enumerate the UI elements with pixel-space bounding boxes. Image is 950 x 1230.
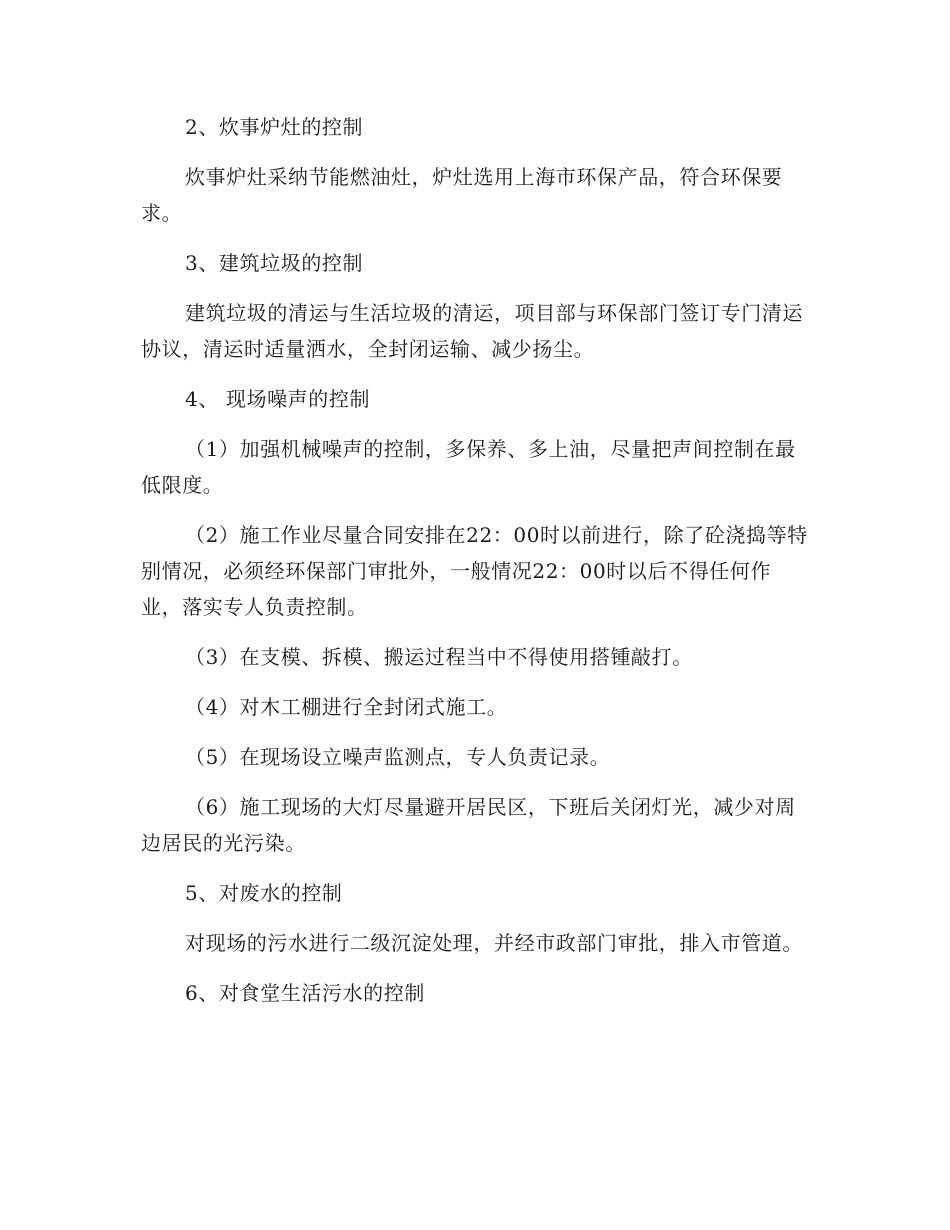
- list-item-noise-5: （5）在现场设立噪声监测点，专人负责记录。: [185, 745, 611, 769]
- list-item-noise-6: （6）施工现场的大灯尽量避开居民区，下班后关闭灯光，减少对周边居民的光污染。: [141, 795, 796, 855]
- section-heading-construction-waste: 3、建筑垃圾的控制: [185, 251, 364, 275]
- list-item-noise-4: （4）对木工棚进行全封闭式施工。: [185, 695, 508, 719]
- list-item-noise-1: （1）加强机械噪声的控制，多保养、多上油，尽量把声间控制在最低限度。: [141, 437, 796, 497]
- paragraph-wastewater: 对现场的污水进行二级沉淀处理，并经市政部门审批，排入市管道。: [185, 931, 803, 955]
- section-heading-cooking-stove: 2、炊事炉灶的控制: [185, 115, 364, 139]
- paragraph-cooking-stove: 炊事炉灶采纳节能燃油灶，炉灶选用上海市环保产品，符合环保要求。: [141, 165, 783, 225]
- paragraph-construction-waste: 建筑垃圾的清运与生活垃圾的清运，项目部与环保部门签订专门清运协议，清运时适量洒水，全封闭运输、减少扬尘。: [141, 301, 803, 361]
- section-heading-canteen-sewage: 6、对食堂生活污水的控制: [185, 981, 425, 1005]
- document-body: [141, 109, 809, 1025]
- section-heading-wastewater: 5、对废水的控制: [185, 881, 343, 905]
- list-item-noise-3: （3）在支模、拆模、搬运过程当中不得使用搭锺敲打。: [185, 645, 693, 669]
- section-heading-site-noise: 4、 现场噪声的控制: [185, 387, 371, 411]
- list-item-noise-2: （2）施工作业尽量合同安排在22：00时以前进行，除了砼浇捣等特别情况，必须经环保部门审批外，一般情况22：00时以后不得任何作业，落实专人负责控制。: [141, 523, 808, 619]
